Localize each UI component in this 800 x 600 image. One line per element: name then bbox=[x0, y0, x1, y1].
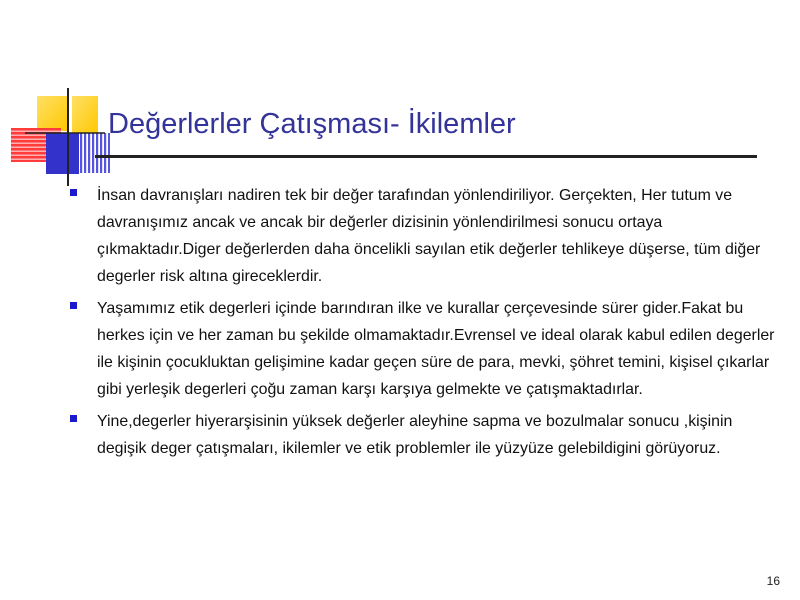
logo-yellow-square-left bbox=[37, 96, 68, 131]
decorative-squares-logo bbox=[0, 0, 140, 200]
bullet-text: Yaşamımız etik degerleri içinde barındıran ilke ve kurallar çerçevesinde sürer gider.Fakat bu herkes için ve her zaman bu şekilde olmamaktadır.Evrensel ve ideal olarak kabul edilen degerler ile kişinin çocukluktan gelişimine kadar geçen süre de para, mevki, şöhret temini, kişisel çıkarlar gibi yerleşik degerleri çoğu zaman karşı karşıya gelmekte ve çatışmaktadırlar. bbox=[97, 300, 775, 398]
logo-blue-square bbox=[46, 133, 79, 174]
square-bullet-icon bbox=[70, 189, 77, 196]
bullet-text: İnsan davranışları nadiren tek bir değer tarafından yönlendiriliyor. Gerçekten, Her tutum ve davranışımız ancak ve ancak bir değerler dizisinin yönlendirilmesi sonucu ortaya çıkmaktadır.Diger değerlerden daha öncelikli sayılan etik değerler tehlikeye düşerse, tüm diğer degerler risk altına gireceklerdir. bbox=[97, 187, 761, 285]
bullet-item-1 bbox=[70, 182, 775, 290]
logo-blue-striped-square bbox=[80, 133, 110, 173]
square-bullet-icon bbox=[70, 302, 77, 309]
bullet-item-2 bbox=[70, 295, 775, 403]
slide-title: Değerlerler Çatışması- İkilemler bbox=[108, 108, 516, 140]
title-underline bbox=[95, 155, 757, 158]
bullet-text: Yine,degerler hiyerarşisinin yüksek değerler aleyhine sapma ve bozulmalar sonucu ,kişinin degişik deger çatışmaları, ikilemler ve etik problemler ile yüzyüze gelebildigini görüyoruz. bbox=[97, 413, 733, 457]
bullet-item-3 bbox=[70, 408, 775, 462]
bullet-list bbox=[70, 182, 775, 467]
page-number: 16 bbox=[766, 574, 780, 588]
logo-yellow-square-right bbox=[72, 96, 98, 134]
square-bullet-icon bbox=[70, 415, 77, 422]
